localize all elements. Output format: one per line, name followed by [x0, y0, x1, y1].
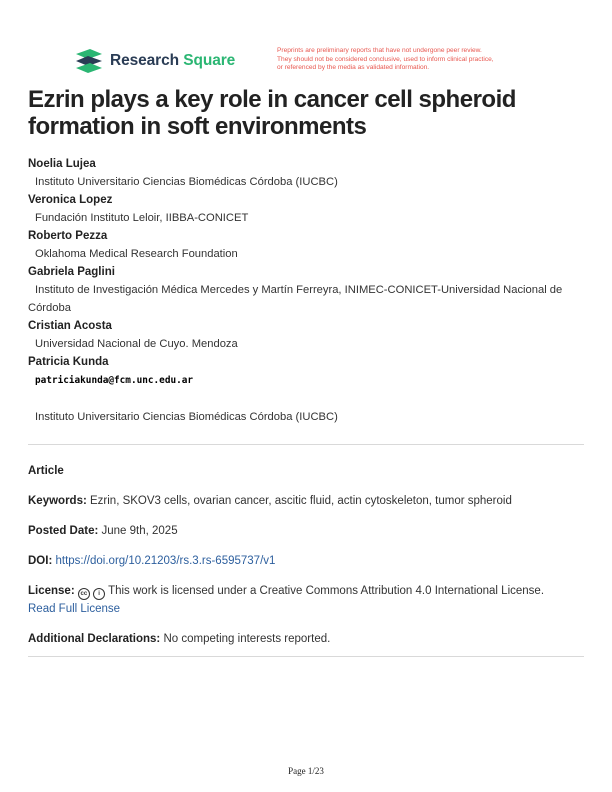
author-name: Gabriela Paglini: [28, 266, 115, 278]
author-list: [28, 155, 588, 426]
divider: [28, 444, 584, 445]
declarations-value: No competing interests reported.: [163, 633, 331, 645]
research-square-logo-icon: [74, 48, 104, 74]
license-row: [28, 582, 588, 618]
author-affiliation: Instituto Universitario Ciencias Biomédicas Córdoba (IUCBC): [35, 176, 338, 188]
divider: [28, 656, 584, 657]
author-entry: [28, 263, 588, 317]
keywords-value: Ezrin, SKOV3 cells, ovarian cancer, ascitic fluid, actin cytoskeleton, tumor spheroid: [90, 495, 512, 507]
author-name: Cristian Acosta: [28, 320, 112, 332]
author-email-link[interactable]: patriciakunda@fcm.unc.edu.ar: [35, 375, 194, 386]
creative-commons-icon: cc: [78, 588, 90, 600]
author-affiliation: Instituto Universitario Ciencias Biomédicas Córdoba (IUCBC): [35, 411, 338, 423]
preprint-disclaimer: Preprints are preliminary reports that have not undergone peer review. They should not be considered conclusive, used to inform clinical practice, or referenced by the media as validated information.: [277, 47, 494, 72]
declarations-label: Additional Declarations:: [28, 633, 161, 645]
doi-row: [28, 552, 588, 570]
research-square-logo[interactable]: [74, 48, 235, 74]
posted-date-label: Posted Date:: [28, 525, 99, 537]
declarations-row: [28, 630, 588, 648]
author-affiliation: Instituto de Investigación Médica Mercedes y Martín Ferreyra, INIMEC-CONICET-Universidad Nacional de Córdoba: [28, 284, 563, 314]
paper-title: Ezrin plays a key role in cancer cell spheroid formation in soft environments: [28, 86, 516, 140]
author-name: Noelia Lujea: [28, 158, 96, 170]
article-type: Article: [28, 465, 64, 477]
author-entry: [28, 155, 588, 191]
author-entry: [28, 191, 588, 227]
author-name: Roberto Pezza: [28, 230, 108, 242]
page-header: [0, 0, 612, 80]
read-full-license-link[interactable]: Read Full License: [28, 603, 121, 615]
posted-date-value: June 9th, 2025: [101, 525, 178, 537]
keywords-label: Keywords:: [28, 495, 87, 507]
author-entry: [28, 227, 588, 263]
author-name: Patricia Kunda: [28, 356, 109, 368]
author-affiliation: Universidad Nacional de Cuyo. Mendoza: [35, 338, 238, 350]
author-name: Veronica Lopez: [28, 194, 113, 206]
page-number: Page 1/23: [288, 766, 324, 776]
doi-label: DOI:: [28, 555, 53, 567]
keywords-row: [28, 492, 588, 510]
posted-date-row: [28, 522, 588, 540]
license-label: License:: [28, 585, 75, 597]
logo-text: Research Square: [110, 52, 236, 69]
doi-link[interactable]: https://doi.org/10.21203/rs.3.rs-6595737/v1: [55, 555, 276, 567]
author-entry: [28, 317, 588, 353]
author-affiliation: Oklahoma Medical Research Foundation: [35, 248, 238, 260]
license-text: This work is licensed under a Creative Commons Attribution 4.0 International License.: [108, 585, 545, 597]
author-affiliation: Fundación Instituto Leloir, IIBBA-CONICET: [35, 212, 249, 224]
attribution-icon: i: [93, 588, 105, 600]
author-entry: [28, 353, 588, 426]
